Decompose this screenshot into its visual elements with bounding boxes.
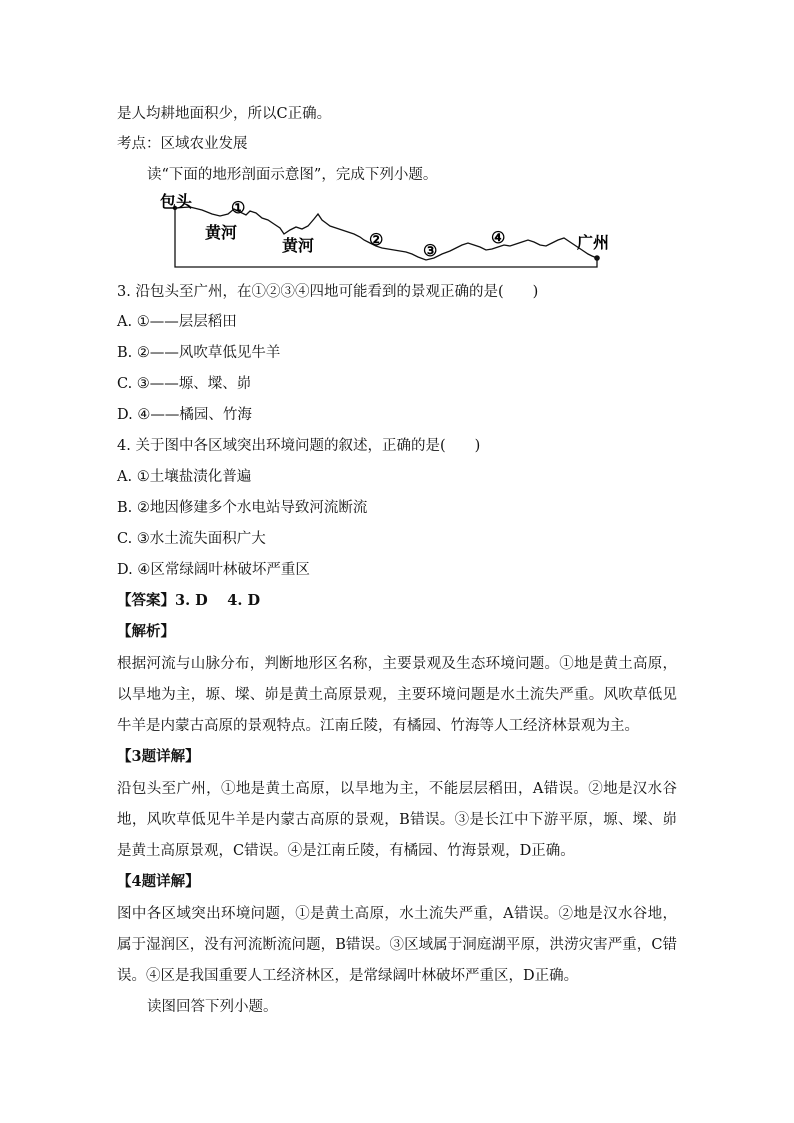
question-3-option-b: B. ②——风吹草低见牛羊 (117, 345, 281, 361)
question-4-option-b: B. ②地因修建多个水电站导致河流断流 (117, 500, 368, 516)
marker-1-label: ① (231, 198, 246, 217)
question-3-stem: 3. 沿包头至广州，在①②③④四地可能看到的景观正确的是( ) (117, 284, 539, 300)
detail-3-heading: 【3题详解】 (117, 748, 200, 765)
baotou-label: 包头 (160, 192, 193, 211)
analysis-paragraph: 根据河流与山脉分布，判断地形区名称，主要景观及生态环境问题。①地是黄土高原，以旱地为主，塬、墚、峁是黄土高原景观，主要环境问题是水土流失严重。风吹草低见牛羊是内蒙古高原的景观特点。江南丘陵，有橘园、竹海等人工经济林景观为主。 (117, 656, 677, 734)
text-line-topic: 考点：区域农业发展 (117, 136, 248, 152)
detail-4-heading: 【4题详解】 (117, 873, 200, 890)
end-point-dot (594, 255, 600, 261)
yellow-river-label-1: 黄河 (205, 223, 238, 242)
marker-4-label: ④ (491, 228, 506, 247)
question-3-option-c: C. ③——塬、墚、峁 (117, 376, 252, 392)
question-4-option-d: D. ④区常绿阔叶林破坏严重区 (117, 562, 310, 578)
answer-line: 【答案】3. D 4. D (117, 592, 261, 609)
question-3-option-a: A. ①——层层稻田 (117, 314, 237, 330)
detail-3-paragraph: 沿包头至广州，①地是黄土高原，以旱地为主，不能层层稻田，A错误。②地是汉水谷地，风吹草低见牛羊是内蒙古高原的景观，B错误。③是长江中下游平原，塬、墚、峁是黄土高原景观，C错误。④是江南丘陵，有橘园、竹海景观，D正确。 (117, 781, 677, 859)
yellow-river-label-2: 黄河 (282, 236, 315, 255)
question-4-stem: 4. 关于图中各区域突出环境问题的叙述，正确的是( ) (117, 438, 481, 454)
text-line-conclusion: 是人均耕地面积少，所以C正确。 (117, 106, 332, 122)
footer-instruction: 读图回答下列小题。 (147, 999, 278, 1015)
question-4-option-a: A. ①土壤盐渍化普遍 (117, 469, 252, 485)
marker-2-label: ② (369, 230, 384, 249)
guangzhou-label: 广州 (577, 233, 610, 252)
detail-4-paragraph: 图中各区域突出环境问题，①是黄土高原，水土流失严重，A错误。②地是汉水谷地，属于湿润区，没有河流断流问题，B错误。③区域属于洞庭湖平原，洪涝灾害严重，C错误。④区是我国重要人工经济林区，是常绿阔叶林破坏严重区，D正确。 (117, 906, 677, 984)
question-4-option-c: C. ③水土流失面积广大 (117, 531, 266, 547)
question-3-option-d: D. ④——橘园、竹海 (117, 407, 252, 423)
text-line-instruction: 读“下面的地形剖面示意图”，完成下列小题。 (147, 167, 438, 183)
terrain-profile-diagram (150, 190, 630, 280)
analysis-heading: 【解析】 (117, 623, 175, 640)
marker-3-label: ③ (423, 241, 438, 260)
